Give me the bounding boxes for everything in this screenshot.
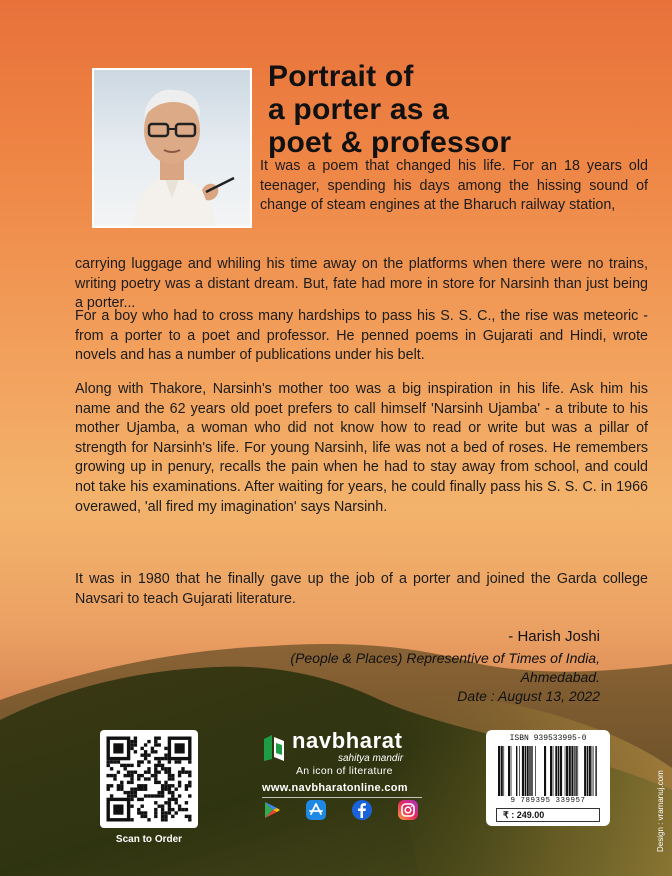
- signature-city: Ahmedabad.: [520, 669, 600, 685]
- instagram-glyph: [398, 800, 418, 820]
- brand-divider: [262, 797, 422, 798]
- isbn-barcode-block: [486, 730, 610, 826]
- paragraph-1-part-2: carrying luggage and whiling his time away on the platforms when there were no trains, writing poetry was a distant dream. But, fate had more in store for Narsinh than just being a porter...: [75, 256, 648, 312]
- author-portrait-photo: [92, 68, 252, 228]
- barcode: [496, 746, 600, 796]
- navbharat-logo-icon: [262, 733, 286, 763]
- price-label: ₹ : 249.00: [496, 808, 600, 822]
- publisher-subtitle: sahitya mandir: [338, 753, 404, 764]
- publisher-url[interactable]: www.navbharatonline.com: [262, 782, 408, 794]
- design-credit: Design : vramanuj.com: [656, 770, 665, 852]
- book-title: [268, 60, 648, 159]
- app-store-glyph: [306, 800, 326, 820]
- signature-name: - Harish Joshi: [508, 628, 600, 645]
- isbn-digits: 9 789395 339957: [510, 797, 586, 805]
- qr-code-pattern: [100, 730, 198, 828]
- title-line-1: Portrait of: [268, 60, 414, 93]
- title-line-3: poet & professor: [268, 126, 512, 159]
- paragraph-4: It was in 1980 that he finally gave up the job of a porter and joined the Garda college Navsari to teach Gujarati literature.: [75, 571, 648, 607]
- publisher-name: navbharat: [292, 728, 403, 753]
- publisher-tagline: An icon of literature: [296, 765, 393, 777]
- paragraph-1-part-1: It was a poem that changed his life. For an 18 years old teenager, spending his days among the hissing sound of change of steam engines at the Bharuch railway station,: [260, 158, 648, 214]
- portrait-illustration: [94, 70, 250, 226]
- qr-label: Scan to Order: [115, 834, 183, 845]
- signature-role: (People & Places) Representive of Times of India,: [290, 650, 600, 666]
- instagram-icon[interactable]: [398, 800, 418, 820]
- title-line-2: a porter as a: [268, 93, 450, 126]
- facebook-icon[interactable]: [352, 800, 372, 820]
- facebook-glyph: [352, 800, 372, 820]
- app-store-icon[interactable]: [306, 800, 326, 820]
- isbn-label: ISBN 939533995-0: [509, 734, 587, 743]
- paragraph-3: Along with Thakore, Narsinh's mother too was a big inspiration in his life. Ask him his name and the 62 years old poet prefers to call himself 'Narsinh Ujamba' - a tribute to his mother Ujamba, a woman who did not know how to read or write but was a pillar of strength for Narsinh's life. For young Narsinh, life was not a bed of roses. He remembers growing up in penury, recalls the pain when he had to stay away from school, and could not take his examinations. After waiting for years, he could finally pass his S. S. C. in 1966 overawed, 'all fired my imagination' says Narsinh.: [75, 381, 648, 515]
- signature-date: Date : August 13, 2022: [457, 688, 600, 704]
- paragraph-2: For a boy who had to cross many hardships to pass his S. S. C., the rise was meteoric - from a porter to a poet and professor. He penned poems in Gujarati and Hindi, wrote novels and has a number of publications under his belt.: [75, 308, 648, 364]
- qr-code[interactable]: [100, 730, 198, 828]
- play-store-icon[interactable]: [262, 800, 282, 820]
